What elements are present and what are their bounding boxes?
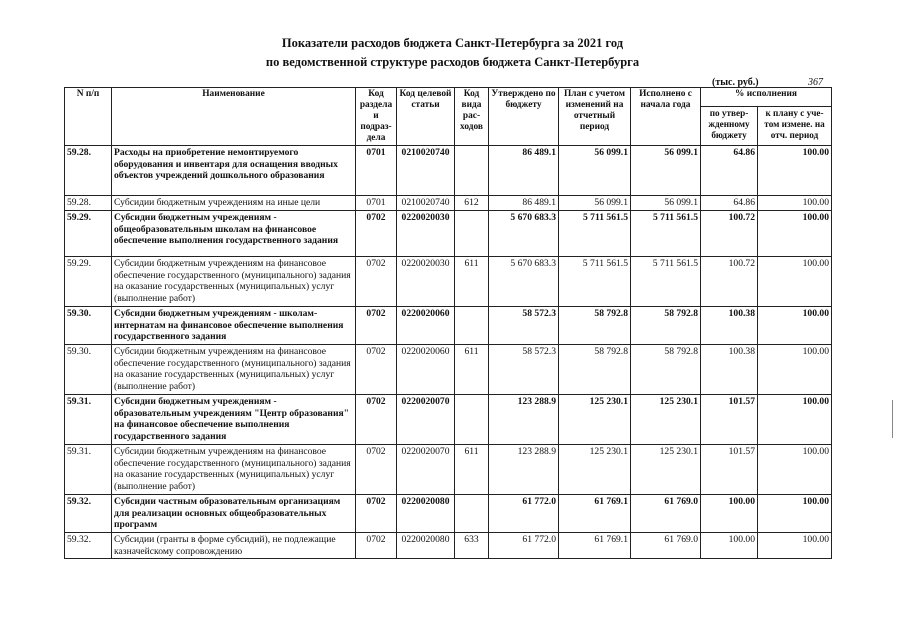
row-plan: 58 792.8 — [559, 345, 631, 395]
row-section-code: 0702 — [356, 345, 397, 395]
row-target-code: 0220020030 — [397, 257, 455, 307]
header-percent: % исполнения — [701, 88, 832, 107]
row-plan: 61 769.1 — [559, 495, 631, 533]
header-executed: Исполнено с начала года — [631, 88, 701, 146]
table-body — [65, 146, 832, 559]
table-row — [65, 445, 832, 495]
row-section-code: 0702 — [356, 495, 397, 533]
row-target-code: 0220020060 — [397, 345, 455, 395]
table-header — [65, 88, 832, 146]
row-target-code: 0220020060 — [397, 307, 455, 345]
row-name: Субсидии (гранты в форме субсидий), не подлежащие казначейскому сопровождению — [112, 533, 356, 559]
row-pct-plan: 100.00 — [758, 345, 832, 395]
row-section-code: 0701 — [356, 196, 397, 211]
row-executed: 5 711 561.5 — [631, 257, 701, 307]
table-row — [65, 146, 832, 196]
row-num: 59.32. — [65, 495, 112, 533]
row-executed: 125 230.1 — [631, 395, 701, 445]
row-executed: 61 769.0 — [631, 533, 701, 559]
row-type-code — [455, 146, 489, 196]
row-pct-approved: 100.38 — [701, 307, 758, 345]
table-row — [65, 257, 832, 307]
row-name: Субсидии бюджетным учреждениям на финансовое обеспечение государственного (муниципального) задания на оказание государственных (муниципальных) услуг (выполнение работ) — [112, 445, 356, 495]
header-plan: План с учетом изменений на отчетный период — [559, 88, 631, 146]
row-executed: 58 792.8 — [631, 307, 701, 345]
row-pct-plan: 100.00 — [758, 257, 832, 307]
header-approved: Утверждено по бюджету — [489, 88, 559, 146]
row-type-code — [455, 495, 489, 533]
row-pct-approved: 100.00 — [701, 533, 758, 559]
row-target-code: 0220020070 — [397, 445, 455, 495]
row-target-code: 0220020080 — [397, 533, 455, 559]
row-pct-approved: 64.86 — [701, 196, 758, 211]
row-approved: 86 489.1 — [489, 196, 559, 211]
header-name: Наименование — [112, 88, 356, 146]
row-name: Субсидии бюджетным учреждениям на финансовое обеспечение государственного (муниципального) задания на оказание государственных (муниципальных) услуг (выполнение работ) — [112, 257, 356, 307]
header-num: N п/п — [65, 88, 112, 146]
row-approved: 61 772.0 — [489, 533, 559, 559]
row-name: Расходы на приобретение немонтируемого оборудования и инвентаря для оснащения вводных объектов учреждений дошкольного образования — [112, 146, 356, 196]
row-name: Субсидии бюджетным учреждениям - образовательным учреждениям "Центр образования" на финансовое обеспечение выполнения государственного задания — [112, 395, 356, 445]
row-target-code: 0210020740 — [397, 196, 455, 211]
table-row — [65, 307, 832, 345]
header-pct-plan: к плану с уче-том измене. на отч. период — [758, 106, 832, 145]
row-approved: 5 670 683.3 — [489, 211, 559, 257]
header-pct-approved: по утвер-жденному бюджету — [701, 106, 758, 145]
scan-margin-mark — [892, 400, 893, 438]
report-title-line-1: Показатели расходов бюджета Санкт-Петербурга за 2021 год — [281, 36, 624, 50]
table-row — [65, 345, 832, 395]
row-num: 59.30. — [65, 307, 112, 345]
row-pct-approved: 101.57 — [701, 445, 758, 495]
row-type-code: 611 — [455, 345, 489, 395]
table-row — [65, 395, 832, 445]
row-plan: 5 711 561.5 — [559, 257, 631, 307]
row-type-code: 611 — [455, 445, 489, 495]
row-pct-approved: 100.00 — [701, 495, 758, 533]
row-plan: 125 230.1 — [559, 445, 631, 495]
row-pct-plan: 100.00 — [758, 445, 832, 495]
header-type-code: Код вида рас-ходов — [455, 88, 489, 146]
row-num: 59.28. — [65, 146, 112, 196]
row-name: Субсидии бюджетным учреждениям - школам-интернатам на финансовое обеспечение выполнения государственного задания — [112, 307, 356, 345]
row-pct-plan: 100.00 — [758, 395, 832, 445]
header-target-code: Код целевой статьи — [397, 88, 455, 146]
row-pct-approved: 64.86 — [701, 146, 758, 196]
row-approved: 123 288.9 — [489, 395, 559, 445]
row-type-code: 612 — [455, 196, 489, 211]
row-section-code: 0702 — [356, 257, 397, 307]
row-plan: 5 711 561.5 — [559, 211, 631, 257]
row-num: 59.29. — [65, 211, 112, 257]
row-type-code: 633 — [455, 533, 489, 559]
units-label: (тыс. руб.) — [712, 77, 759, 88]
row-plan: 61 769.1 — [559, 533, 631, 559]
row-num: 59.28. — [65, 196, 112, 211]
row-executed: 58 792.8 — [631, 345, 701, 395]
row-executed: 5 711 561.5 — [631, 211, 701, 257]
row-plan: 58 792.8 — [559, 307, 631, 345]
row-executed: 125 230.1 — [631, 445, 701, 495]
row-executed: 56 099.1 — [631, 146, 701, 196]
row-approved: 5 670 683.3 — [489, 257, 559, 307]
row-pct-approved: 100.38 — [701, 345, 758, 395]
row-pct-approved: 100.72 — [701, 257, 758, 307]
row-pct-plan: 100.00 — [758, 495, 832, 533]
row-approved: 58 572.3 — [489, 307, 559, 345]
row-executed: 61 769.0 — [631, 495, 701, 533]
row-section-code: 0702 — [356, 307, 397, 345]
row-num: 59.32. — [65, 533, 112, 559]
row-name: Субсидии бюджетным учреждениям на финансовое обеспечение государственного (муниципального) задания на оказание государственных (муниципальных) услуг (выполнение работ) — [112, 345, 356, 395]
row-section-code: 0702 — [356, 211, 397, 257]
row-section-code: 0702 — [356, 445, 397, 495]
row-num: 59.31. — [65, 395, 112, 445]
row-section-code: 0702 — [356, 533, 397, 559]
row-type-code — [455, 395, 489, 445]
budget-table — [64, 87, 832, 559]
row-type-code: 611 — [455, 257, 489, 307]
row-section-code: 0701 — [356, 146, 397, 196]
table-row — [65, 495, 832, 533]
table-row — [65, 211, 832, 257]
header-section-code: Код раздела и подраз-дела — [356, 88, 397, 146]
row-num: 59.31. — [65, 445, 112, 495]
row-approved: 86 489.1 — [489, 146, 559, 196]
row-num: 59.30. — [65, 345, 112, 395]
table-row — [65, 533, 832, 559]
row-pct-plan: 100.00 — [758, 196, 832, 211]
row-pct-plan: 100.00 — [758, 533, 832, 559]
page-number: 367 — [808, 77, 823, 88]
row-approved: 58 572.3 — [489, 345, 559, 395]
row-name: Субсидии частным образовательным организациям для реализации основных общеобразовательных программ — [112, 495, 356, 533]
row-executed: 56 099.1 — [631, 196, 701, 211]
row-plan: 125 230.1 — [559, 395, 631, 445]
row-plan: 56 099.1 — [559, 196, 631, 211]
row-target-code: 0220020030 — [397, 211, 455, 257]
table-row — [65, 196, 832, 211]
row-target-code: 0210020740 — [397, 146, 455, 196]
row-section-code: 0702 — [356, 395, 397, 445]
row-type-code — [455, 307, 489, 345]
report-title-line-2: по ведомственной структуре расходов бюджета Санкт-Петербурга — [265, 55, 640, 69]
row-approved: 123 288.9 — [489, 445, 559, 495]
row-target-code: 0220020070 — [397, 395, 455, 445]
row-name: Субсидии бюджетным учреждениям - общеобразовательным школам на финансовое обеспечение выполнения государственного задания — [112, 211, 356, 257]
row-plan: 56 099.1 — [559, 146, 631, 196]
row-pct-approved: 100.72 — [701, 211, 758, 257]
row-pct-plan: 100.00 — [758, 211, 832, 257]
row-pct-approved: 101.57 — [701, 395, 758, 445]
row-pct-plan: 100.00 — [758, 307, 832, 345]
row-approved: 61 772.0 — [489, 495, 559, 533]
row-num: 59.29. — [65, 257, 112, 307]
row-pct-plan: 100.00 — [758, 146, 832, 196]
row-name: Субсидии бюджетным учреждениям на иные цели — [112, 196, 356, 211]
row-target-code: 0220020080 — [397, 495, 455, 533]
row-type-code — [455, 211, 489, 257]
